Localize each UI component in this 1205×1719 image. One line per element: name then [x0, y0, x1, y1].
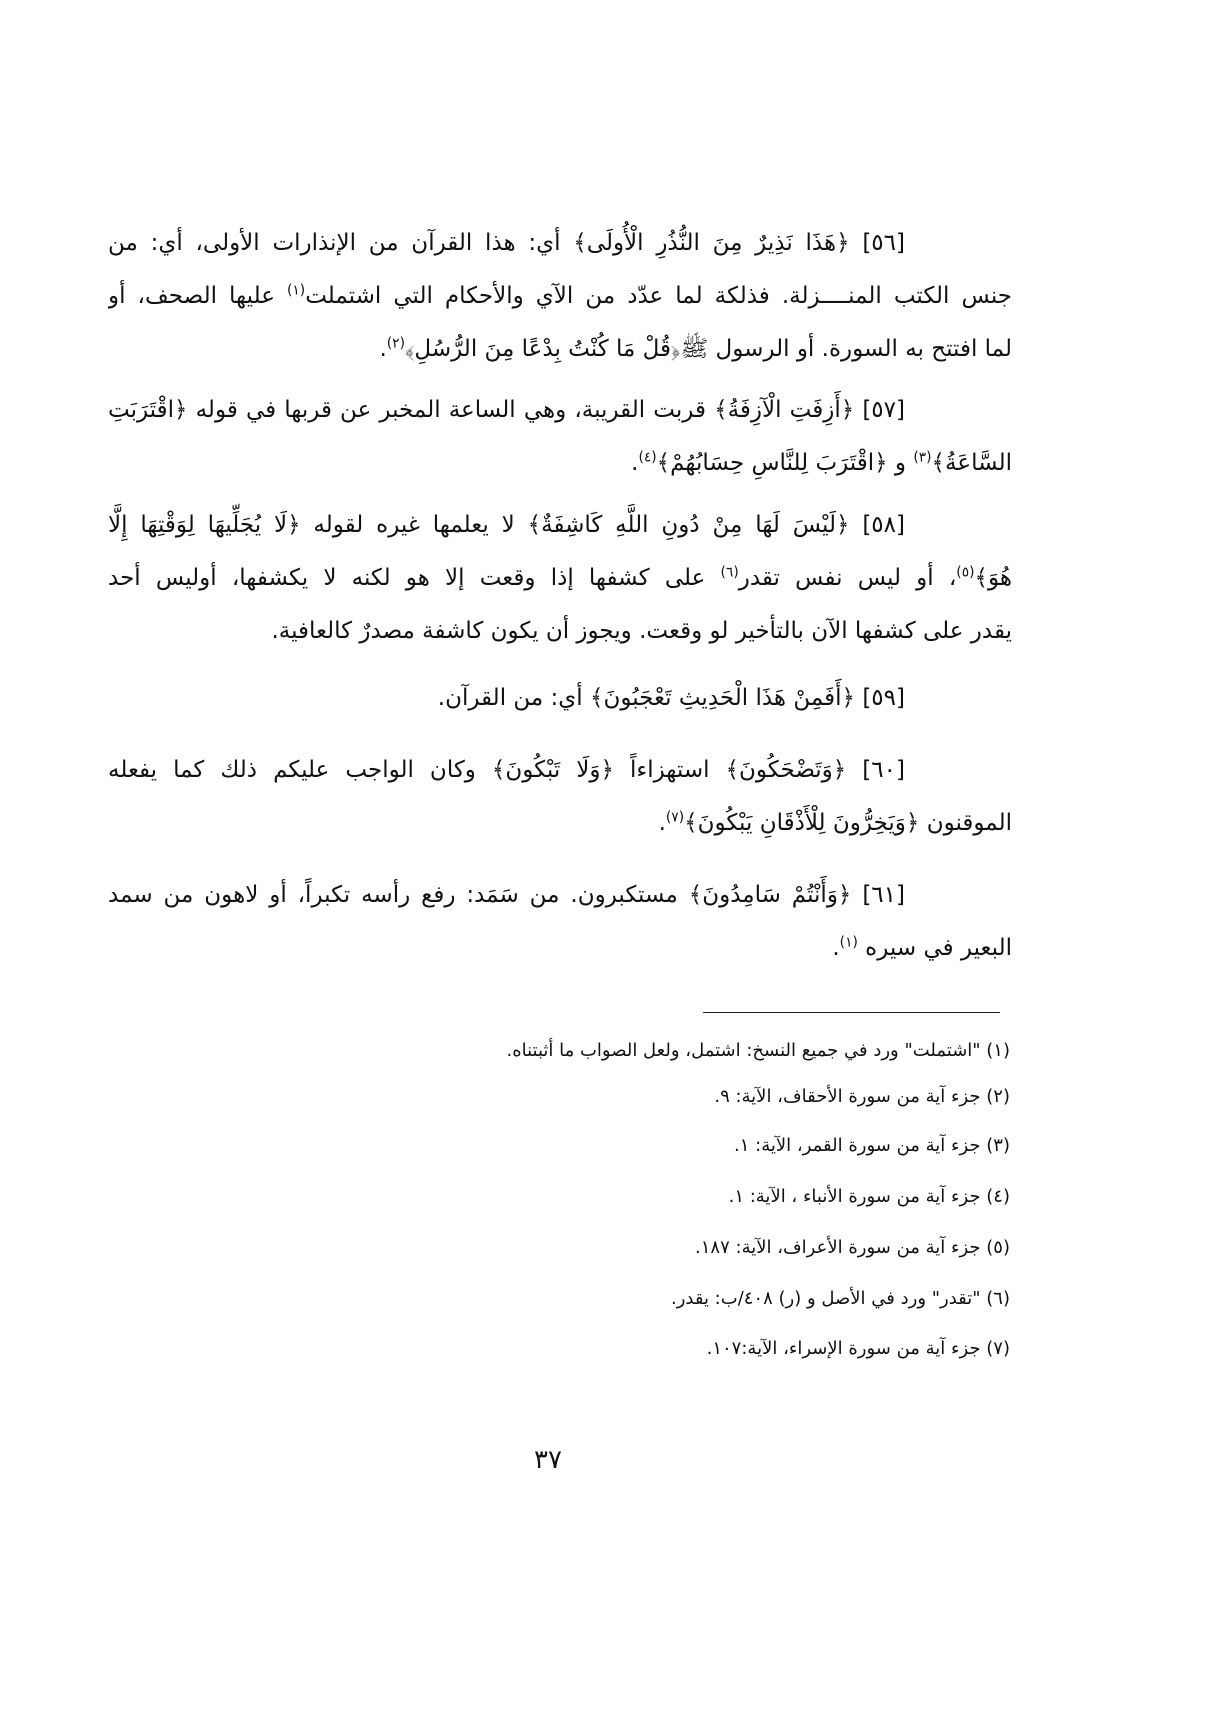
text-segment: السَّاعَةُ﴾ [931, 450, 1012, 476]
footnote-ref: (٢) [386, 335, 405, 352]
text-line [108, 672, 905, 725]
text-segment: . [379, 336, 387, 362]
text-segment: [٥٦] ﴿هَذَا نَذِيرٌ مِنَ النُّذُرِ الْأُولَى﴾ أي: هذا القرآن من الإنذارات الأولى، أي: من [108, 230, 905, 256]
paragraph-verse-58 [108, 499, 1012, 658]
paragraph-verse-57 [108, 384, 1012, 490]
text-segment: يقدر على كشفها الآن بالتأخير لو وقعت. ويجوز أن يكون كاشفة مصدرٌ كالعافية. [271, 618, 1012, 644]
text-line [108, 217, 905, 270]
text-line [108, 270, 1012, 323]
footnote-ref: (١) [839, 934, 858, 951]
text-segment: . [658, 810, 666, 836]
text-line [108, 499, 905, 552]
text-line [108, 384, 905, 437]
paragraph-verse-59 [108, 672, 1012, 725]
footnote-6: (٦) "تقدر" ورد في الأصل و (ر) ٤٠٨/ب: يقدر. [670, 1288, 1010, 1309]
footnote-separator [703, 1012, 1000, 1013]
paragraph-verse-61 [108, 869, 1012, 975]
text-line [108, 797, 1012, 850]
paragraph-verse-56 [108, 217, 1012, 376]
footnote-ref: (١) [286, 282, 306, 299]
text-segment: لما افتتح به السورة. أو الرسول ﷺ﴿قُلْ مَا كُنْتُ بِدْعًا مِنَ الرُّسُلِ﴾ [404, 336, 1012, 362]
footnote-4: (٤) جزء آية من سورة الأنباء ، الآية: ١. [728, 1186, 1010, 1207]
footnote-7: (٧) جزء آية من سورة الإسراء، الآية:١٠٧. [706, 1338, 1010, 1359]
text-segment: ، أو ليس نفس تقدر [738, 565, 957, 591]
text-line [108, 552, 1012, 605]
text-line [108, 744, 905, 797]
text-line [108, 437, 1012, 490]
footnote-ref: (٦) [720, 564, 739, 581]
page-number: ٣٧ [534, 1445, 562, 1475]
text-segment: على كشفها إذا وقعت إلا هو لكنه لا يكشفها، أوليس أحد [108, 565, 721, 591]
text-segment: عليها الصحف، أو [108, 283, 287, 309]
footnote-5: (٥) جزء آية من سورة الأعراف، الآية: ١٨٧. [695, 1237, 1010, 1258]
text-segment: [٦٠] ﴿وَتَضْحَكُونَ﴾ استهزاءاً ﴿وَلَا تَبْكُونَ﴾ وكان الواجب عليكم ذلك كما يفعله [108, 757, 905, 783]
text-segment: [٦١] ﴿وَأَنْتُمْ سَامِدُونَ﴾ مستكبرون. من سَمَد: رفع رأسه تكبراً، أو لاهون من سمد [108, 882, 905, 908]
text-segment: جنس الكتب المنــــزلة. فذلكة لما عدّد من الآي والأحكام التي اشتملت [305, 283, 1012, 309]
text-segment: [٥٨] ﴿لَيْسَ لَهَا مِنْ دُونِ اللَّهِ كَاشِفَةٌ﴾ لا يعلمها غيره لقوله ﴿لَا يُجَلِّيهَا لِوَقْتِهَا إِلَّا [108, 512, 905, 538]
text-segment: [٥٩] ﴿أَفَمِنْ هَذَا الْحَدِيثِ تَعْجَبُونَ﴾ أي: من القرآن. [437, 685, 905, 711]
text-line [108, 869, 905, 922]
footnote-1: (١) "اشتملت" ورد في جميع النسخ: اشتمل، ولعل الصواب ما أثبتناه. [506, 1040, 1010, 1061]
text-segment: . [832, 935, 840, 961]
text-segment: هُوَ﴾ [974, 565, 1012, 591]
footnote-3: (٣) جزء آية من سورة القمر، الآية: ١. [734, 1135, 1010, 1156]
text-segment: البعير في سيره [857, 935, 1012, 961]
footnote-ref: (٤) [638, 449, 657, 466]
text-segment: . [631, 450, 639, 476]
footnote-ref: (٧) [665, 809, 685, 826]
text-line [108, 323, 1012, 376]
text-segment: الموقنون ﴿وَيَخِرُّونَ لِلْأَذْقَانِ يَبْكُونَ﴾ [684, 810, 1012, 836]
text-line [108, 922, 1012, 975]
footnote-ref: (٣) [913, 449, 932, 466]
footnote-ref: (٥) [956, 564, 975, 581]
footnote-2: (٢) جزء آية من سورة الأحقاف، الآية: ٩. [714, 1086, 1010, 1107]
text-segment: [٥٧] ﴿أَزِفَتِ الْآزِفَةُ﴾ قربت القريبة، وهي الساعة المخبر عن قربها في قوله ﴿اقْتَرَبَتِ [108, 397, 905, 423]
paragraph-verse-60 [108, 744, 1012, 850]
text-line [108, 605, 1012, 658]
text-segment: و ﴿اقْتَرَبَ لِلنَّاسِ حِسَابُهُمْ﴾ [656, 450, 914, 476]
